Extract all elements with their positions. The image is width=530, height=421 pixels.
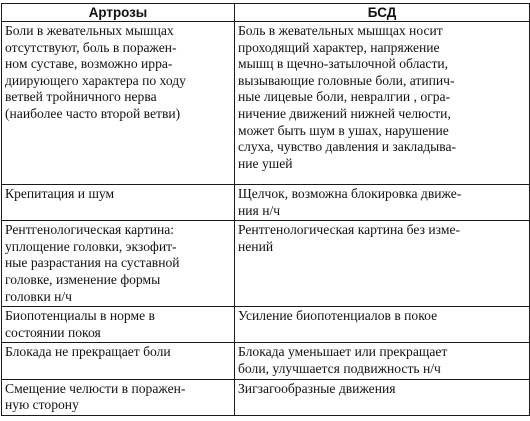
table-cell-arthrosis: Смещение челюсти в поражен- ную сторону: [2, 379, 235, 415]
table-cell-bsd: Блокада уменьшает или прекращает боли, улучшается подвижность н/ч: [235, 343, 530, 379]
table-cell-bsd: Усиление биопотенциалов в покое: [235, 307, 530, 343]
comparison-table: [1, 3, 530, 416]
table-cell-bsd: Боль в жевательных мышцах носит проходящий характер, напряжение мышц в щечно-затылочной области, вызывающие головные боли, атипич- ные лицевые боли, невралгии , огра- ничение движений нижней челюсти, может быть шум в ушах, нарушение слуха, чувство давления и закладыва- ние ушей: [235, 22, 530, 185]
table-row: [2, 343, 530, 379]
table-row: [2, 307, 530, 343]
table-cell-arthrosis: Биопотенциалы в норме в состоянии покоя: [2, 307, 235, 343]
table-row: [2, 379, 530, 415]
table-header-row: [2, 4, 530, 22]
table-cell-arthrosis: Блокада не прекращает боли: [2, 343, 235, 379]
table-row: [2, 22, 530, 185]
column-header-bsd: БСД: [235, 4, 530, 22]
table-cell-bsd: Зигзагообразные движения: [235, 379, 530, 415]
table-cell-bsd: Рентгенологическая картина без изме- нений: [235, 221, 530, 307]
table-cell-bsd: Щелчок, возможна блокировка движе- ния н/ч: [235, 185, 530, 221]
table-cell-arthrosis: Крепитация и шум: [2, 185, 235, 221]
table-cell-arthrosis: Боли в жевательных мышцах отсутствуют, боль в поражен- ном суставе, возможно ирра- диирующего характера по ходу ветвей тройничного нерва (наиболее часто второй ветви): [2, 22, 235, 185]
table-cell-arthrosis: Рентгенологическая картина: уплощение головки, экзофит- ные разрастания на суставной головке, изменение формы головки н/ч: [2, 221, 235, 307]
table-row: [2, 185, 530, 221]
table-row: [2, 221, 530, 307]
column-header-arthrosis: Артрозы: [2, 4, 235, 22]
